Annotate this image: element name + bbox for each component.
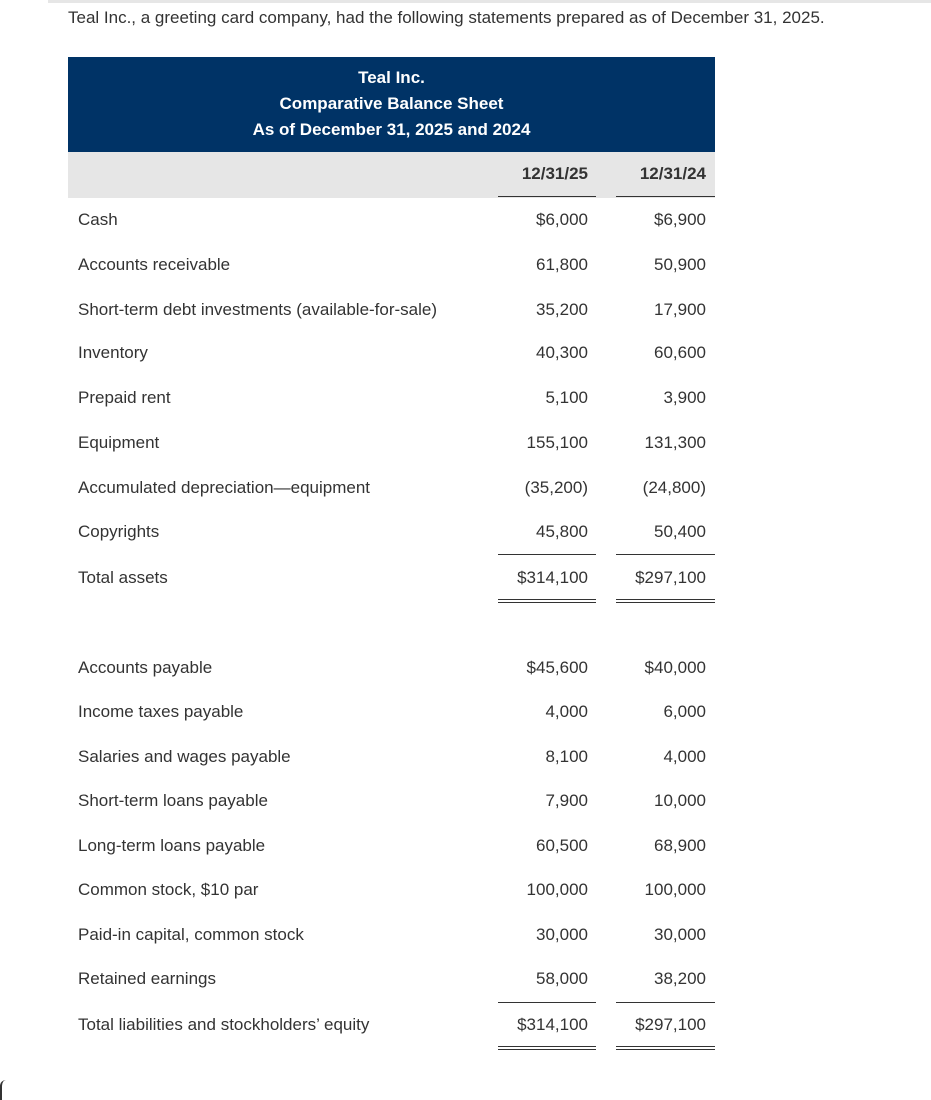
page-edge-mark [0,1080,8,1100]
balance-sheet-header [68,57,715,152]
table-row [68,478,715,502]
value-2024: $6,900 [654,210,706,229]
total-row [68,568,715,592]
value-2024: 10,000 [654,791,706,810]
value-2025: 40,300 [536,343,588,362]
value-2025: 4,000 [545,702,588,721]
value-2024: 50,400 [654,522,706,541]
column-header-2025: 12/31/25 [521,164,588,183]
column-header-underline [498,196,596,197]
total-row [68,1015,715,1039]
row-label: Equipment [78,433,160,452]
value-2025: 155,100 [526,433,588,452]
row-label: Accounts receivable [78,255,231,274]
column-header-underline [616,196,715,197]
total-double-rule [616,599,715,603]
value-2024: 60,600 [654,343,706,362]
value-2025: $314,100 [517,1015,588,1034]
subtotal-rule [498,554,596,555]
table-row [68,433,715,457]
table-row [68,210,715,234]
row-label: Copyrights [78,522,160,541]
value-2024: 131,300 [644,433,706,452]
value-2025: $45,600 [526,658,588,677]
subtotal-rule [616,1002,715,1003]
value-2024: $297,100 [635,1015,706,1034]
value-2025: 100,000 [526,880,588,899]
row-label: Inventory [78,343,148,362]
row-label: Accounts payable [78,658,213,677]
value-2024: 30,000 [654,925,706,944]
table-row [68,343,715,367]
row-label: Retained earnings [78,969,216,988]
table-row [68,747,715,771]
value-2024: 6,000 [663,702,706,721]
value-2025: 30,000 [536,925,588,944]
total-double-rule [498,1046,596,1050]
value-2025: $314,100 [517,568,588,587]
row-label: Common stock, $10 par [78,880,259,899]
row-label: Income taxes payable [78,702,244,721]
row-label: Total liabilities and stockholders’ equity [78,1015,370,1034]
value-2024: 38,200 [654,969,706,988]
value-2025: (35,200) [524,478,588,497]
table-row [68,300,715,324]
value-2024: 68,900 [654,836,706,855]
value-2025: 8,100 [545,747,588,766]
value-2024: 50,900 [654,255,706,274]
table-row [68,522,715,546]
value-2025: 61,800 [536,255,588,274]
row-label: Cash [78,210,118,229]
company-name: Teal Inc. [358,68,425,87]
table-row [68,880,715,904]
value-2025: 58,000 [536,969,588,988]
top-divider [48,0,931,3]
value-2024: 17,900 [654,300,706,319]
row-label: Salaries and wages payable [78,747,291,766]
value-2024: 4,000 [663,747,706,766]
row-label: Paid-in capital, common stock [78,925,304,944]
intro-text: Teal Inc., a greeting card company, had the following statements prepared as of December 31, 2025. [68,8,825,27]
statement-title: Comparative Balance Sheet [279,94,504,113]
value-2025: 7,900 [545,791,588,810]
value-2024: (24,800) [642,478,706,497]
value-2024: 3,900 [663,388,706,407]
value-2025: 5,100 [545,388,588,407]
table-row [68,702,715,726]
value-2024: $40,000 [644,658,706,677]
row-label: Long-term loans payable [78,836,266,855]
column-header-2024: 12/31/24 [639,164,706,183]
value-2025: 60,500 [536,836,588,855]
total-double-rule [498,599,596,603]
value-2024: 100,000 [644,880,706,899]
value-2025: 45,800 [536,522,588,541]
table-row [68,791,715,815]
row-label: Total assets [78,568,168,587]
row-label: Prepaid rent [78,388,171,407]
table-row [68,836,715,860]
subtotal-rule [498,1002,596,1003]
table-row [68,255,715,279]
total-double-rule [616,1046,715,1050]
statement-date: As of December 31, 2025 and 2024 [252,120,531,139]
table-row [68,969,715,993]
value-2025: 35,200 [536,300,588,319]
table-row [68,388,715,412]
table-row [68,925,715,949]
row-label: Short-term debt investments (available-for-sale) [78,300,438,319]
value-2024: $297,100 [635,568,706,587]
subtotal-rule [616,554,715,555]
row-label: Accumulated depreciation—equipment [78,478,371,497]
value-2025: $6,000 [536,210,588,229]
table-row [68,658,715,682]
row-label: Short-term loans payable [78,791,268,810]
